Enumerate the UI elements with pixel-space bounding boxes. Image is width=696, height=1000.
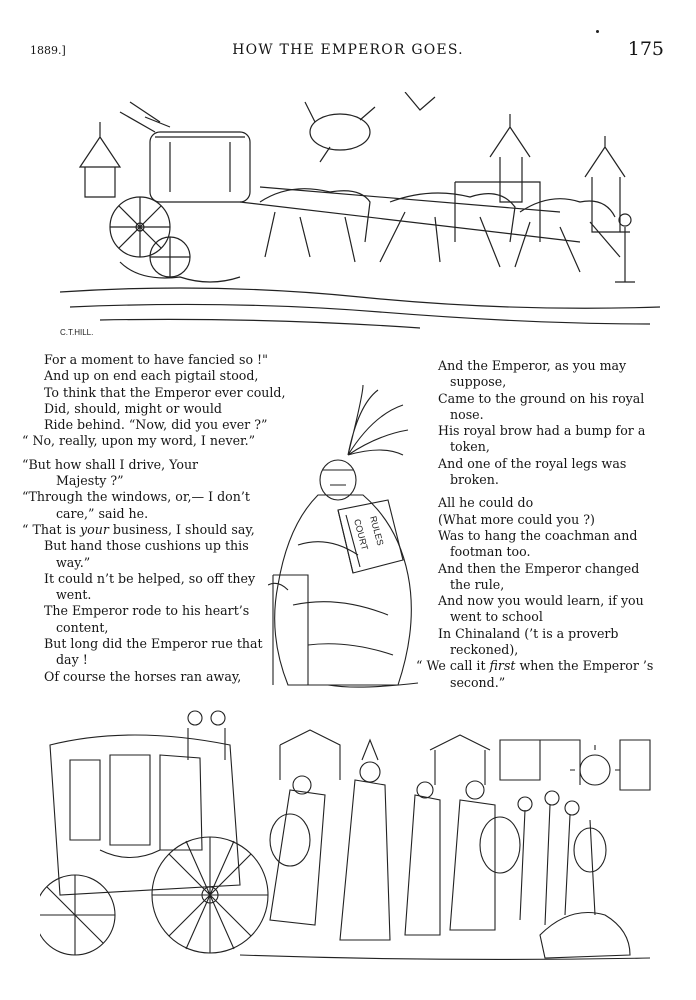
- left-column-line: “ That is your business, I should say,: [22, 521, 255, 537]
- right-column-line: And the Emperor, as you may: [438, 358, 627, 373]
- emperor-reading-drawing: [268, 385, 424, 695]
- right-column-line: In Chinaland (’t is a proverb: [438, 625, 619, 641]
- left-column-line: “But how shall I drive, Your: [22, 456, 199, 472]
- runaway-carriage-drawing: [60, 92, 660, 342]
- right-column-line: token,: [450, 439, 490, 455]
- book-spine-rules: RULES: [368, 514, 386, 547]
- left-column-line: And up on end each pigtail stood,: [44, 368, 259, 384]
- left-column-line: But long did the Emperor rue that: [44, 636, 263, 652]
- right-column-line: All he could do: [438, 495, 534, 511]
- poem-right-column: [416, 358, 664, 691]
- right-column-line: the rule,: [450, 576, 505, 592]
- procession-drawing: [40, 700, 656, 976]
- left-column-line: It could n’t be helped, so off they: [44, 570, 256, 586]
- left-column-line: To think that the Emperor ever could,: [44, 384, 286, 400]
- right-column-line: His royal brow had a bump for a: [438, 423, 646, 439]
- left-column-stanza-break: [30, 450, 270, 457]
- left-column-line: But hand those cushions up this: [44, 538, 249, 554]
- right-column-line: suppose,: [450, 374, 507, 390]
- header-year: 1889.]: [30, 44, 66, 57]
- left-column-line: For a moment to have fancied so !": [44, 352, 268, 367]
- right-column-line: And now you would learn, if you: [438, 593, 644, 609]
- left-column-line: “Through the windows, or,— I don’t: [22, 489, 250, 505]
- left-column-line: Ride behind. “Now, did you ever ?”: [44, 417, 268, 433]
- right-column-line: went to school: [450, 609, 543, 625]
- right-column-line: And then the Emperor changed: [438, 560, 640, 576]
- right-column-line: (What more could you ?): [438, 511, 595, 527]
- right-column-stanza-break: [424, 488, 664, 495]
- left-column-line: Did, should, might or would: [44, 400, 222, 416]
- print-speck: [596, 30, 599, 33]
- left-column-line: The Emperor rode to his heart’s: [44, 603, 250, 619]
- left-column-line: went.: [56, 587, 92, 603]
- right-column-line: nose.: [450, 406, 484, 422]
- right-column-line: Was to hang the coachman and: [438, 527, 638, 543]
- illustration-runaway-carriage: [60, 92, 660, 342]
- page-number: 175: [627, 38, 664, 60]
- artist-signature: C.T.HILL.: [60, 328, 94, 337]
- left-column-line: Majesty ?”: [56, 473, 124, 489]
- right-column-line: And one of the royal legs was: [438, 455, 627, 471]
- running-header: [0, 38, 696, 64]
- poem-left-column: [22, 352, 286, 685]
- header-title: HOW THE EMPEROR GOES.: [232, 42, 464, 58]
- illustration-procession: [40, 700, 656, 976]
- right-column-line: Came to the ground on his royal: [438, 390, 645, 406]
- left-column-line: care,” said he.: [56, 505, 149, 521]
- left-column-line: “ No, really, upon my word, I never.”: [22, 433, 256, 449]
- left-column-line: content,: [56, 619, 109, 635]
- left-column-line: Of course the horses ran away,: [44, 668, 242, 684]
- illustration-emperor-reading: [268, 385, 424, 695]
- right-column-line: reckoned),: [450, 642, 519, 658]
- book-spine-court: COURT: [352, 517, 370, 552]
- right-column-line: footman too.: [450, 544, 531, 560]
- right-column-line: “ We call it first when the Emperor ’s: [416, 658, 654, 674]
- right-column-line: second.”: [450, 674, 506, 690]
- left-column-line: way.”: [56, 554, 91, 570]
- left-column-line: day !: [56, 652, 88, 668]
- right-column-line: broken.: [450, 472, 499, 488]
